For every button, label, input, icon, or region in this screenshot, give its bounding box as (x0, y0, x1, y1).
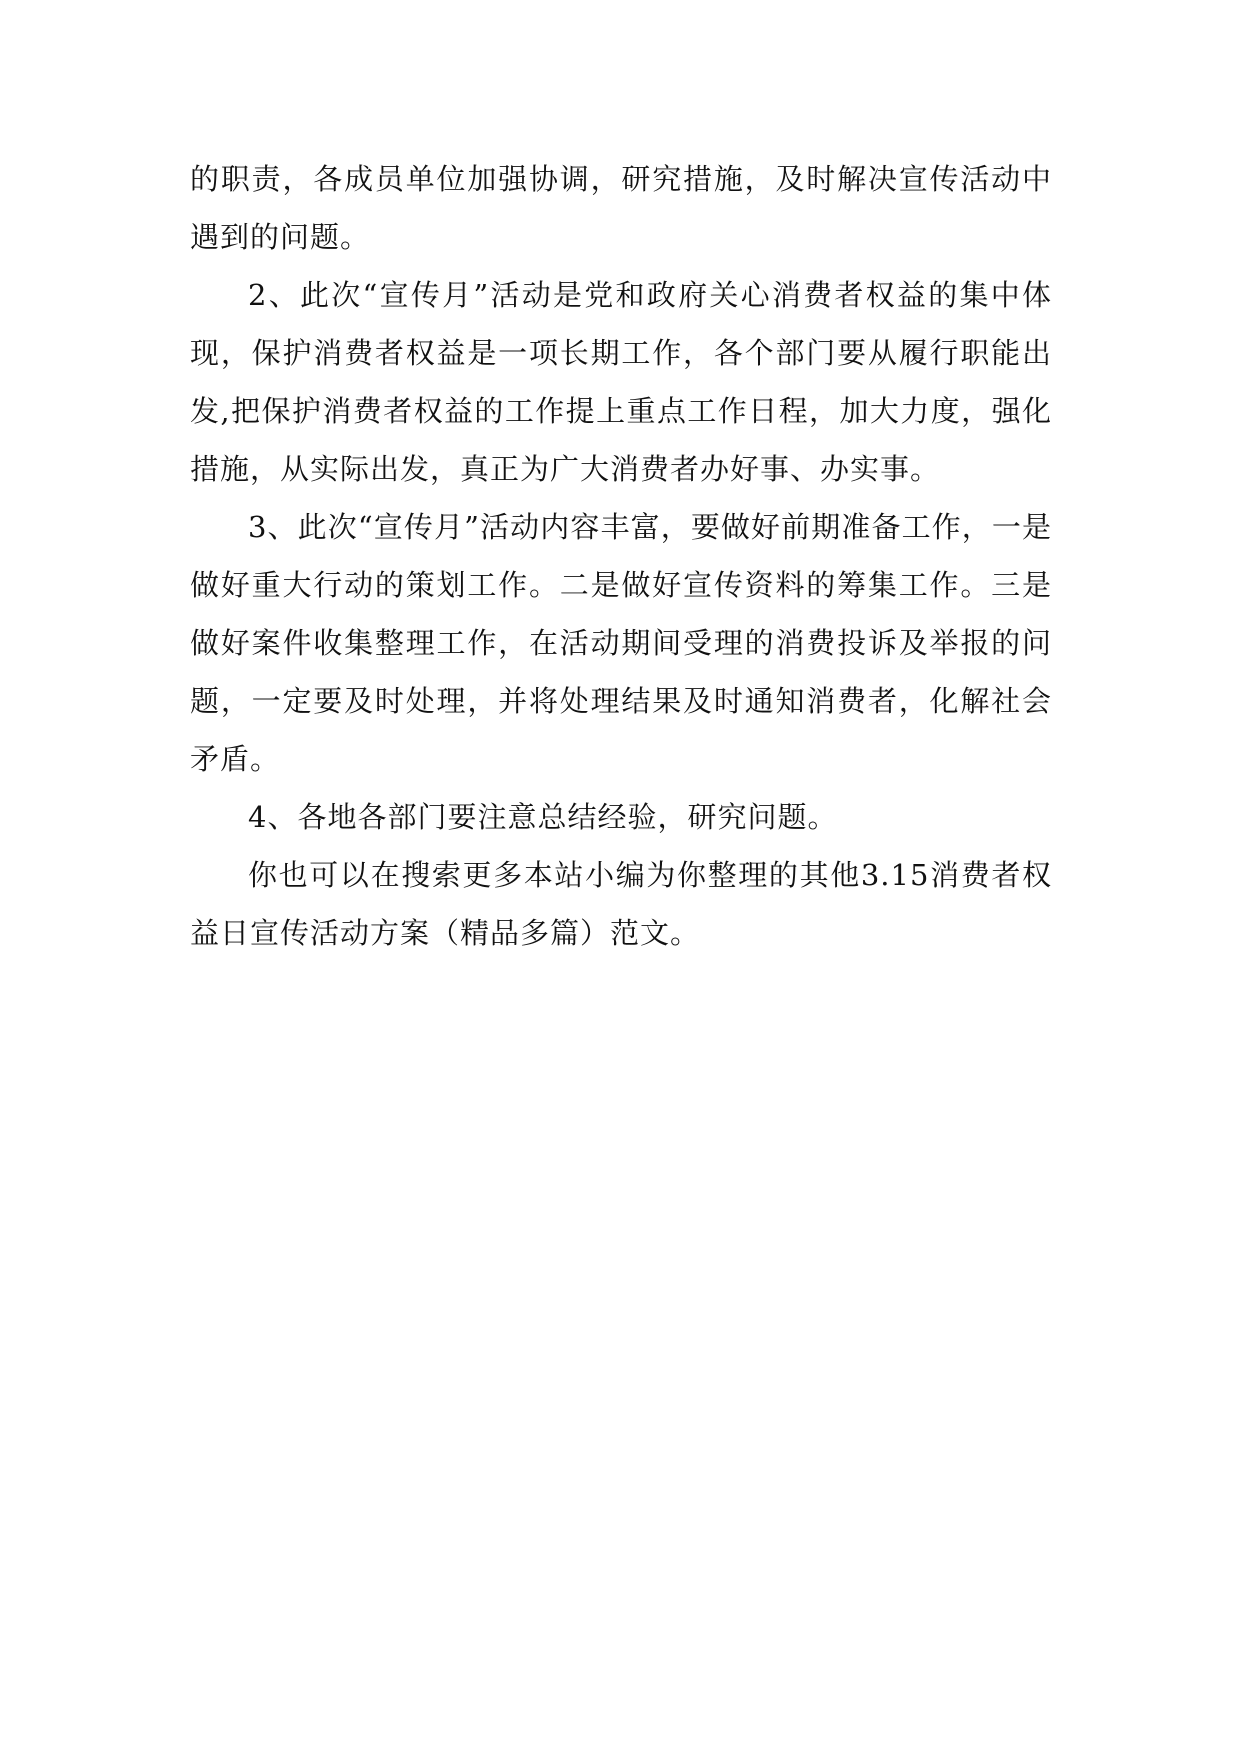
paragraph-item-2: 2、此次“宣传月”活动是党和政府关心消费者权益的集中体现，保护消费者权益是一项长期工作，各个部门要从履行职能出发,把保护消费者权益的工作提上重点工作日程，加大力度，强化措施，从实际出发，真正为广大消费者办好事、办实事。 (190, 278, 1052, 486)
paragraph-item-3: 3、此次“宣传月”活动内容丰富，要做好前期准备工作，一是做好重大行动的策划工作。二是做好宣传资料的筹集工作。三是做好案件收集整理工作，在活动期间受理的消费投诉及举报的问题，一定要及时处理，并将处理结果及时通知消费者，化解社会矛盾。 (190, 510, 1052, 776)
paragraph-continuation: 的职责，各成员单位加强协调，研究措施，及时解决宣传活动中遇到的问题。 (190, 162, 1052, 254)
document-body (190, 150, 1052, 962)
paragraph-item-4: 4、各地各部门要注意总结经验，研究问题。 (248, 800, 838, 834)
paragraph-closing-note: 你也可以在搜索更多本站小编为你整理的其他3.15消费者权益日宣传活动方案（精品多篇）范文。 (190, 858, 1052, 950)
